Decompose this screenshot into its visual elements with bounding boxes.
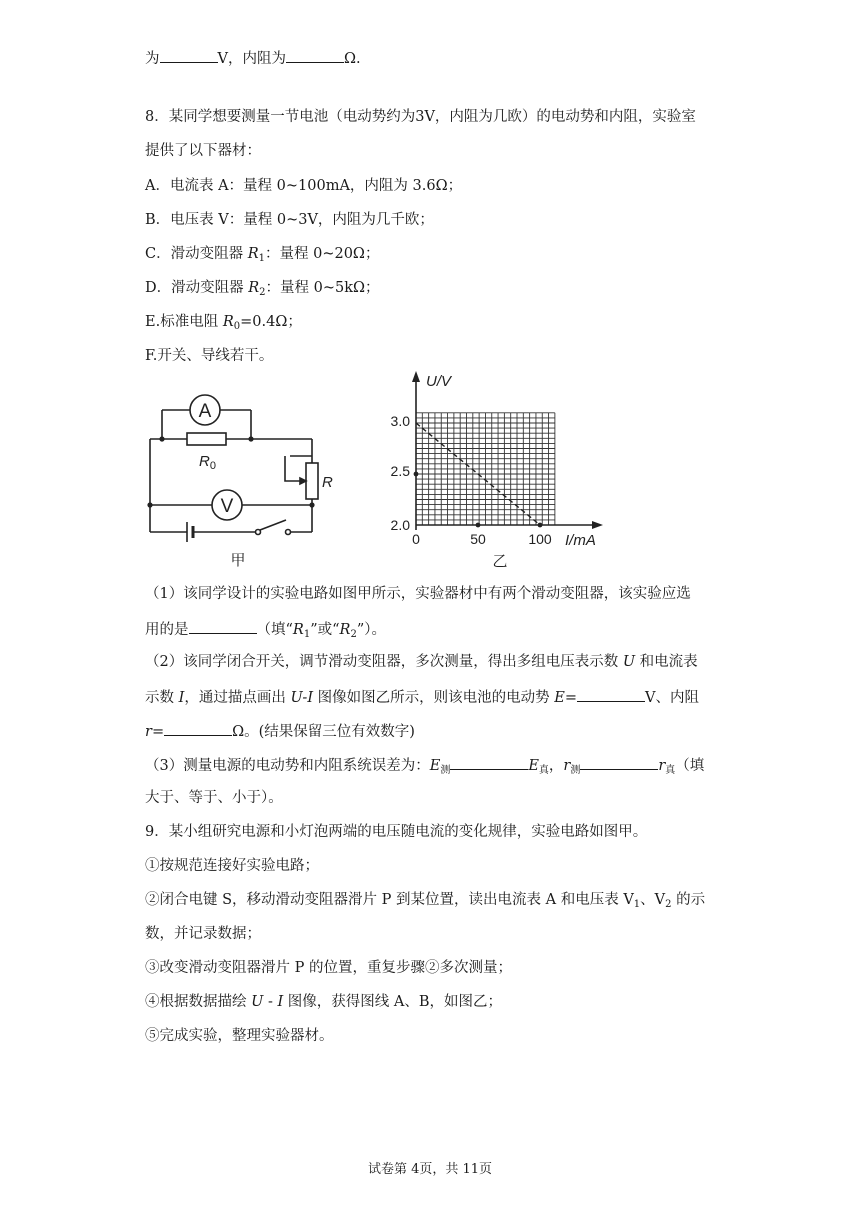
graph-grid [416,413,555,525]
sub-q1-line-2: 用的是 （填“$R_1$”或“$R_2$”）。 [145,618,386,645]
sub-q3-line-1: （3）测量电源的电动势和内阻系统误差为：$E_测$ $E_真$，$r_测$ $r_真$（填 [145,754,704,781]
x-tick-label: 0 [412,531,420,547]
switch-blade [260,520,286,530]
option-b: B．电压表 V：量程 0~3V，内阻为几千欧； [145,212,434,228]
voltmeter-label: V [220,496,234,517]
graph-yi [391,371,603,570]
r0-label: $R_0$ [199,453,216,472]
option-e: E.标准电阻 $R_0=0.4\Omega$； [145,314,302,332]
q9-step-3: ③改变滑动变阻器滑片 P 的位置，重复步骤②多次测量； [145,960,512,976]
blank[interactable] [189,618,257,634]
tick-dot [538,523,543,528]
blank[interactable] [450,754,528,770]
sub-q2-line-3: r= Ω。(结果保留三位有效数字) [145,720,415,742]
x-axis-label: I/mA [565,532,596,549]
y-tick-label: 3.0 [390,413,410,429]
y-tick-label: 2.0 [390,517,410,533]
option-c: C．滑动变阻器 $R_1$：量程 0~20Ω； [145,246,380,264]
ammeter-label: A [198,401,212,422]
page-footer: 试卷第 4页，共 11页 [367,1162,493,1177]
q8-text-1: 8．某同学想要测量一节电池（电动势约为3V，内阻为几欧）的电动势和内阻，实验室 [145,109,696,125]
sub-q2-line-2: 示数 I，通过描点画出 U-I 图像如图乙所示，则该电池的电动势 E= V、内阻 [145,686,699,708]
x-tick-label: 100 [528,531,552,547]
q9-step-4: ④根据数据描绘 U - I 图像，获得图线 A、B，如图乙； [145,994,503,1010]
switch-contact [256,530,261,535]
sub-q2-line-1: （2）该同学闭合开关，调节滑动变阻器，多次测量，得出多组电压表示数 U 和电流表 [145,654,698,670]
q9-step-1: ①按规范连接好实验电路； [145,858,319,874]
q9-text-1: 9．某小组研究电源和小灯泡两端的电压随电流的变化规律，实验电路如图甲。 [145,824,648,840]
x-axis-arrow [592,521,603,529]
q8-text-2: 提供了以下器材： [145,143,261,159]
rheostat-r [306,463,318,499]
tick-dot [414,472,419,477]
sub-q1-line-1: （1）该同学设计的实验电路如图甲所示，实验器材中有两个滑动变阻器，该实验应选 [145,586,691,602]
rheostat-label: R [322,474,333,491]
tick-dot [476,523,481,528]
q9-step-5: ⑤完成实验，整理实验器材。 [145,1028,334,1044]
x-tick-label: 50 [470,531,486,547]
blank[interactable] [577,686,645,702]
answer-line-1: 为 V，内阻为 Ω. [145,47,361,69]
y-axis-arrow [412,371,420,382]
blank[interactable] [164,720,232,736]
q9-step-2-line-2: 数，并记录数据； [145,926,261,942]
y-tick-label: 2.5 [390,463,410,479]
option-f: F.开关、导线若干。 [145,348,274,364]
sub-q3-line-2: 大于、等于、小于）。 [145,790,283,806]
figure-label-jia: 甲 [230,551,246,569]
option-d: D．滑动变阻器 $R_2$：量程 0~5kΩ； [145,280,380,298]
resistor-r0 [187,433,226,445]
figure-label-yi: 乙 [492,552,508,570]
option-a: A．电流表 A：量程 0~100mA，内阻为 3.6Ω； [145,178,463,194]
figures [140,368,620,578]
circuit-diagram-jia [150,395,318,542]
axes [416,374,598,530]
blank[interactable] [160,47,218,63]
q9-step-2-line-1: ②闭合电键 S，移动滑动变阻器滑片 P 到某位置，读出电流表 A 和电压表 $V_1$、$V_2$ 的示 [145,892,706,910]
y-axis-label: U/V [426,373,452,390]
blank[interactable] [580,754,658,770]
blank[interactable] [286,47,344,63]
